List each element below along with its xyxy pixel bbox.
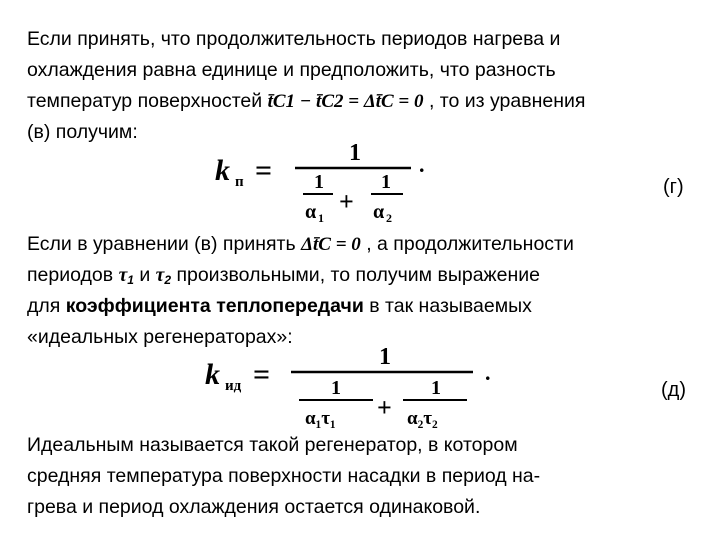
formula-g-equals: =: [255, 154, 273, 187]
formula-g-lhs-subscript: п: [235, 174, 244, 190]
formula-d-term2-denominator: α₂τ₂: [407, 408, 438, 429]
formula-g-term1-numerator: 1: [314, 171, 324, 193]
formula-d-term1-denominator: α₁τ₁: [305, 408, 336, 429]
formula-g-term2-denominator-subscript: 2: [386, 211, 392, 225]
paragraph-3-line-3: грева и период охлаждения остается одинаковой.: [27, 496, 481, 518]
paragraph-2-line-1: [27, 229, 697, 260]
paragraph-3-line-1: Идеальным называется такой регенератор, в котором: [27, 434, 518, 456]
formula-g-lhs: k: [215, 154, 230, 187]
formula-d-numerator: 1: [379, 344, 391, 370]
formula-d-lhs: k: [205, 358, 220, 391]
paragraph-1-line-3: [27, 86, 697, 117]
tau-symbol-1: τ: [118, 265, 128, 286]
inline-formula-temperature-difference: t̄C1 − t̄C2 = Δt̄C = 0: [267, 91, 424, 112]
formula-g-term2-numerator: 1: [381, 171, 391, 193]
tau-subscript-1: 1: [127, 273, 134, 287]
equation-label-g: (г): [663, 176, 684, 198]
formula-d: [205, 340, 505, 434]
inline-formula-delta-t: Δt̄C = 0: [301, 234, 361, 255]
tau-symbol-2: τ: [155, 265, 165, 286]
equation-label-d: (д): [661, 379, 686, 401]
paragraph-2: [27, 229, 697, 353]
paragraph-1-line-3-end: , то из уравнения: [428, 90, 586, 112]
paragraph-2-line-2-end: произвольными, то получим выражение: [176, 264, 540, 286]
paragraph-2-line-3: [27, 291, 697, 322]
formula-d-equals: =: [253, 358, 271, 391]
paragraph-1: [27, 24, 697, 148]
formula-d-lhs-subscript: ид: [225, 378, 242, 394]
formula-g: [215, 134, 455, 228]
paragraph-2-line-3-end: в так называемых: [369, 295, 532, 317]
tau-subscript-2: 2: [164, 273, 172, 287]
formula-g-plus: +: [339, 187, 354, 216]
paragraph-2-line-1-start: Если в уравнении (в) принять: [27, 233, 296, 255]
paragraph-2-line-2-start: периодов: [27, 264, 114, 286]
formula-d-plus: +: [377, 393, 392, 422]
paragraph-1-line-1: Если принять, что продолжительность периодов нагрева и: [27, 28, 561, 50]
formula-d-term1-numerator: 1: [331, 377, 341, 399]
paragraph-1-line-4: (в) получим:: [27, 121, 138, 143]
paragraph-2-line-3-start: для: [27, 295, 61, 317]
paragraph-1-line-3-start: температур поверхностей: [27, 90, 263, 112]
paragraph-3-line-2: средняя температура поверхности насадки в период на-: [27, 465, 541, 487]
formula-g-term1-denominator-subscript: 1: [318, 211, 324, 225]
formula-d-term2-numerator: 1: [431, 377, 441, 399]
paragraph-2-line-4: «идеальных регенераторах»:: [27, 326, 293, 348]
formula-g-numerator: 1: [349, 140, 361, 166]
formula-g-term1-denominator: α: [305, 201, 317, 223]
paragraph-1-line-2: охлаждения равна единице и предположить, что разность: [27, 59, 556, 81]
bold-term-heat-transfer-coefficient: коэффициента теплопередачи: [65, 295, 364, 317]
paragraph-2-conjunction: и: [139, 264, 151, 286]
formula-g-trailing-dot: .: [419, 152, 425, 177]
formula-g-term2-denominator: α: [373, 201, 385, 223]
paragraph-2-line-1-end: , а продолжительности: [366, 233, 574, 255]
paragraph-3: [27, 430, 697, 523]
paragraph-2-line-2: [27, 260, 697, 291]
formula-d-trailing-dot: .: [485, 360, 491, 385]
